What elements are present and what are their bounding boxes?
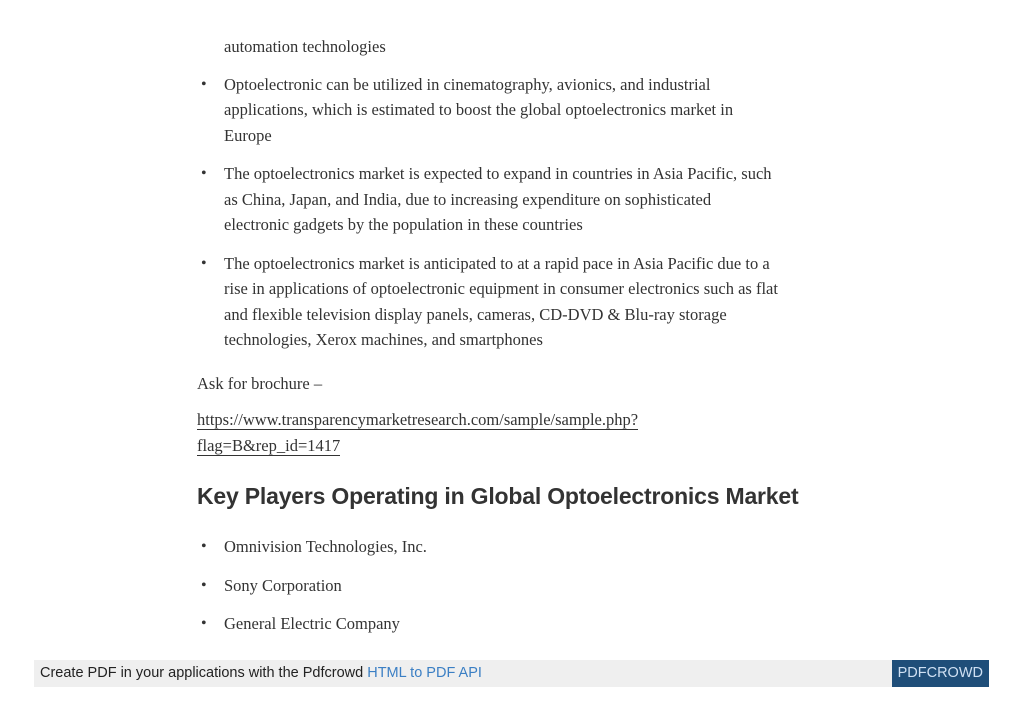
- player-name: Omnivision Technologies, Inc.: [224, 537, 427, 556]
- bullet-line: and flexible television display panels, cameras, CD-DVD & Blu-ray storage: [224, 304, 727, 324]
- article-body: [197, 34, 837, 637]
- bullet-icon: •: [201, 576, 207, 594]
- brochure-link-line2[interactable]: flag=B&rep_id=1417: [197, 435, 341, 455]
- footer-text: [40, 660, 482, 687]
- continued-bullet-text: automation technologies: [224, 37, 386, 56]
- bullet-line: Europe: [224, 125, 272, 145]
- brochure-link-line1[interactable]: https://www.transparencymarketresearch.com/sample/sample.php?: [197, 410, 639, 429]
- player-name: General Electric Company: [224, 614, 400, 633]
- footer-message: Create PDF in your applications with the Pdfcrowd: [40, 665, 364, 681]
- player-name: Sony Corporation: [224, 575, 342, 595]
- html-to-pdf-api-link[interactable]: HTML to PDF API: [367, 665, 482, 681]
- list-item: [197, 573, 837, 599]
- bullet-line: as China, Japan, and India, due to increasing expenditure on sophisticated: [224, 189, 712, 209]
- brochure-label: Ask for brochure –: [197, 373, 323, 393]
- list-item: [197, 611, 837, 637]
- brochure-link[interactable]: [197, 407, 638, 458]
- bullet-line: The optoelectronics market is anticipated to at a rapid pace in Asia Pacific due to a: [224, 253, 770, 273]
- market-points-list: [197, 72, 837, 353]
- bullet-icon: •: [201, 75, 207, 93]
- list-item: [197, 251, 837, 353]
- bullet-icon: •: [201, 615, 207, 632]
- bullet-icon: •: [201, 254, 207, 272]
- bullet-line: electronic gadgets by the population in these countries: [224, 215, 583, 234]
- bullet-line: rise in applications of optoelectronic equipment in consumer electronics such as flat: [224, 279, 778, 298]
- bullet-line: The optoelectronics market is expected to expand in countries in Asia Pacific, such: [224, 164, 772, 183]
- bullet-line: Optoelectronic can be utilized in cinematography, avionics, and industrial: [224, 74, 711, 94]
- pdfcrowd-brand-button[interactable]: PDFCROWD: [892, 660, 989, 687]
- section-heading: Key Players Operating in Global Optoelectronics Market: [197, 483, 799, 509]
- list-item: [197, 161, 837, 238]
- bullet-icon: •: [201, 165, 207, 182]
- list-item: [197, 72, 837, 149]
- bullet-icon: •: [201, 538, 207, 555]
- list-item: [197, 534, 837, 560]
- bullet-line: applications, which is estimated to boost the global optoelectronics market in: [224, 100, 734, 119]
- pdfcrowd-footer-bar: [34, 660, 989, 687]
- key-players-list: [197, 534, 837, 637]
- bullet-line: technologies, Xerox machines, and smartphones: [224, 330, 543, 349]
